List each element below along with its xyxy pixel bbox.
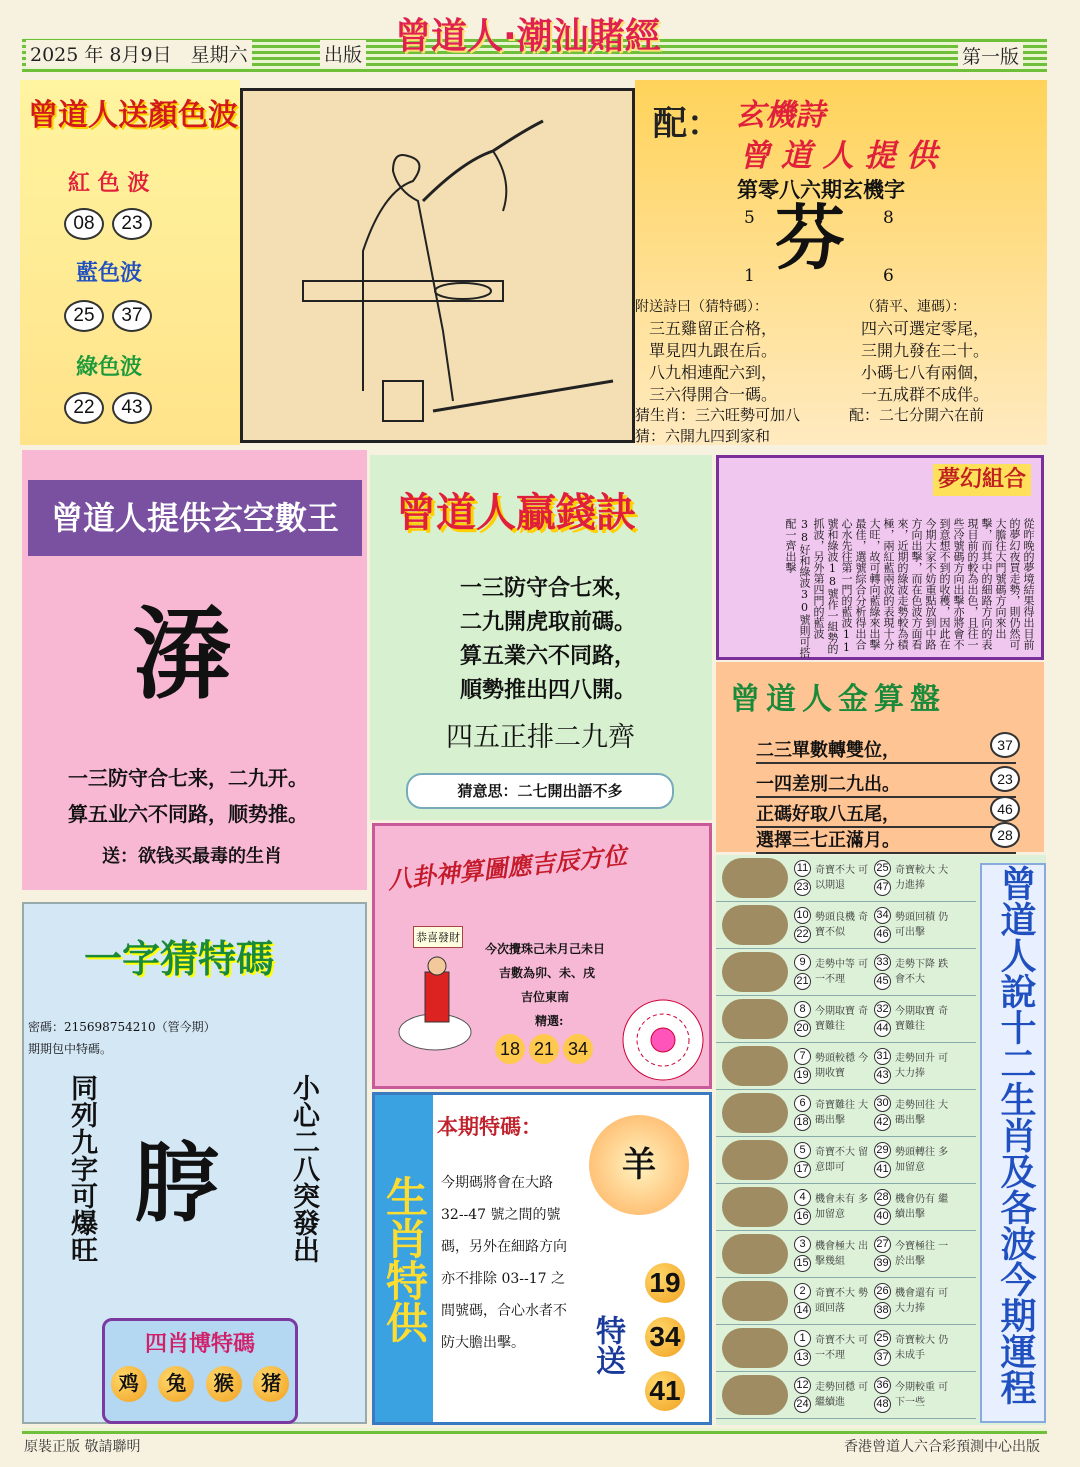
special-text: 今期碼將會在大路 32--47 號之間的號碼，另外在細路方向亦不排除 03--17 之間號碼，合心水者不防大膽出擊。 bbox=[441, 1175, 567, 1351]
guess-line: 猜：六開九四到家和 bbox=[635, 427, 771, 445]
xuankong-line: 算五业六不同路，顺势推。 bbox=[68, 802, 308, 826]
poem-left-title: 附送詩曰（猜特碼）： bbox=[635, 299, 768, 315]
zodiac-nums-b bbox=[874, 906, 891, 944]
xuanji-char: 芬 bbox=[775, 197, 845, 279]
zodiac-nums-a bbox=[794, 1047, 811, 1085]
poem-line: 一五成群不成伴。 bbox=[861, 385, 990, 404]
bagua-line: 今次攪珠己未月己未日 bbox=[485, 942, 606, 956]
jinsuan-title: 曾道人金算盤 bbox=[730, 682, 946, 717]
num-ball: 17 bbox=[794, 1161, 811, 1178]
zodiac-nums-b bbox=[874, 1047, 891, 1085]
num-ball: 15 bbox=[794, 1255, 811, 1272]
num-ball: 19 bbox=[794, 1067, 811, 1084]
zodiac-row bbox=[716, 1184, 976, 1231]
menghuan-title: 夢幻組合 bbox=[933, 464, 1031, 496]
zodiac-note: 今期較重 可下一些 bbox=[895, 1382, 949, 1408]
blue-wave-nums bbox=[64, 300, 160, 332]
zodiac-note: 勢頭轉往 多加留意 bbox=[895, 1147, 949, 1173]
zodiac-nums-b bbox=[874, 1282, 891, 1320]
num-ball: 43 bbox=[874, 1067, 891, 1084]
num-ball: 39 bbox=[874, 1255, 891, 1272]
bagua-panel bbox=[372, 823, 712, 1089]
jinsuan-text: 二三單數轉雙位， bbox=[756, 740, 900, 761]
page-number: 第一版 bbox=[958, 42, 1023, 69]
bagua-title: 八卦神算圖應吉辰方位 bbox=[386, 841, 629, 895]
num-ball: 40 bbox=[874, 1208, 891, 1225]
zodiac-row bbox=[716, 902, 976, 949]
num-ball: 37 bbox=[112, 300, 152, 332]
jinsuan-text: 正碼好取八五尾， bbox=[756, 804, 900, 825]
zodiac-title: 曾道人說十二生肖及各波今期運程 bbox=[980, 863, 1046, 1423]
yizi-sub: 期期包中特碼。 bbox=[28, 1042, 113, 1056]
lady-drawing-icon bbox=[243, 91, 632, 440]
ink-illustration bbox=[240, 88, 635, 443]
zodiac-note: 奇寶較大 仍未成手 bbox=[895, 1335, 949, 1361]
zodiac-animal-icon bbox=[722, 999, 788, 1039]
num-ball: 31 bbox=[874, 1048, 891, 1065]
num-ball: 21 bbox=[794, 973, 811, 990]
zodiac-animal-icon bbox=[722, 905, 788, 945]
zodiac-nums-a bbox=[794, 859, 811, 897]
num-ball: 10 bbox=[794, 907, 811, 924]
zodiac-nums-a bbox=[794, 906, 811, 944]
num-ball: 46 bbox=[874, 926, 891, 943]
zodiac-note: 奇寶難往 大碼出擊 bbox=[815, 1100, 869, 1126]
win-line: 二九開虎取前碼。 bbox=[460, 610, 637, 635]
bagua-label: 精選: bbox=[535, 1014, 564, 1028]
num-ball: 26 bbox=[874, 1283, 891, 1300]
zodiac-rows bbox=[716, 855, 976, 1419]
zodiac-note: 機會仍有 繼續出擊 bbox=[895, 1194, 949, 1220]
poem-line: 八九相連配六到， bbox=[649, 363, 778, 382]
zodiac-note: 機會未有 多加留意 bbox=[815, 1194, 869, 1220]
xuankong-title: 曾道人提供玄空數王 bbox=[28, 480, 362, 556]
zodiac-nums-a bbox=[794, 1188, 811, 1226]
num-ball: 4 bbox=[794, 1189, 811, 1206]
corner-num: 6 bbox=[883, 266, 894, 286]
poem-left bbox=[649, 318, 777, 406]
num-ball: 34 bbox=[645, 1317, 685, 1357]
win-line: 一三防守合七來， bbox=[460, 576, 637, 601]
num-ball: 12 bbox=[794, 1377, 811, 1394]
color-wave-panel bbox=[20, 80, 240, 445]
win-line: 算五業六不同路， bbox=[460, 644, 637, 669]
num-ball: 11 bbox=[794, 860, 811, 877]
zodiac-note: 今寶極往 一於出擊 bbox=[895, 1241, 949, 1267]
num-ball: 22 bbox=[64, 392, 104, 424]
xuankong-line: 一三防守合七来，二九开。 bbox=[68, 766, 308, 790]
num-ball: 32 bbox=[874, 1001, 891, 1018]
edition-word: 出版 bbox=[320, 40, 366, 67]
special-zodiac: 羊 bbox=[589, 1115, 689, 1215]
zodiac-nums-b bbox=[874, 1094, 891, 1132]
pei-line: 配：二七分開六在前 bbox=[849, 406, 985, 424]
zodiac-row bbox=[716, 1231, 976, 1278]
num-ball: 44 bbox=[874, 1020, 891, 1037]
pei-label: 配： bbox=[653, 104, 721, 144]
zodiac-nums-b bbox=[874, 1141, 891, 1179]
zodiac-nums-a bbox=[794, 1141, 811, 1179]
num-ball: 37 bbox=[990, 732, 1020, 758]
color-wave-title: 曾道人送顏色波 bbox=[28, 98, 238, 133]
jinsuan-text: 一四差別二九出。 bbox=[756, 774, 900, 795]
zodiac-ball: 兔 bbox=[158, 1366, 194, 1402]
red-wave-label: 紅 色 波 bbox=[68, 171, 150, 196]
four-box bbox=[102, 1318, 298, 1424]
num-ball: 25 bbox=[874, 860, 891, 877]
green-wave-label: 綠色波 bbox=[76, 355, 143, 380]
num-ball: 30 bbox=[874, 1095, 891, 1112]
zodiac-animal-icon bbox=[722, 952, 788, 992]
zodiac-nums-a bbox=[794, 1376, 811, 1414]
zodiac-animal-icon bbox=[722, 1093, 788, 1133]
zodiac-note: 勢頭較穩 今期收寶 bbox=[815, 1053, 869, 1079]
num-ball: 28 bbox=[990, 822, 1020, 848]
poem-line: 三六得開合一碼。 bbox=[649, 385, 778, 404]
menghuan-panel bbox=[716, 455, 1044, 660]
zodiac-animal-icon bbox=[722, 1234, 788, 1274]
num-ball: 34 bbox=[874, 907, 891, 924]
num-ball: 25 bbox=[64, 300, 104, 332]
xuankong-send: 送：欲钱买最毒的生肖 bbox=[102, 846, 282, 867]
zodiac-nums-b bbox=[874, 1376, 891, 1414]
gate-sign: 恭喜發財 bbox=[413, 926, 463, 948]
zodiac-note: 機會極大 出擊幾組 bbox=[815, 1241, 869, 1267]
num-ball: 28 bbox=[874, 1189, 891, 1206]
zodiac-nums-a bbox=[794, 1329, 811, 1367]
zodiac-animal-icon bbox=[722, 1375, 788, 1415]
num-ball: 16 bbox=[794, 1208, 811, 1225]
zodiac-animal-icon bbox=[722, 1187, 788, 1227]
zodiac-note: 勢頭回積 仍可出擊 bbox=[895, 912, 949, 938]
num-ball: 33 bbox=[874, 954, 891, 971]
zodiac-note: 奇寶不大 勢頭回落 bbox=[815, 1288, 869, 1314]
zodiac-nums-a bbox=[794, 1235, 811, 1273]
num-ball: 1 bbox=[794, 1330, 811, 1347]
zodiac-row bbox=[716, 1090, 976, 1137]
xuanji-provider: 曾 道 人 提 供 bbox=[739, 138, 938, 174]
zodiac-row bbox=[716, 1278, 976, 1325]
num-ball: 19 bbox=[645, 1263, 685, 1303]
win-panel bbox=[370, 455, 712, 820]
special-nums bbox=[645, 1263, 691, 1411]
win-line: 順勢推出四八開。 bbox=[460, 678, 637, 703]
zodiac-nums-b bbox=[874, 1000, 891, 1038]
yizi-panel bbox=[22, 902, 367, 1424]
zodiac-ball: 鸡 bbox=[111, 1366, 147, 1402]
zodiac-note: 奇寶不大 可以期退 bbox=[815, 865, 869, 891]
four-title: 四肖博特碼 bbox=[144, 1332, 255, 1357]
footer-bar bbox=[22, 1428, 1047, 1434]
zodiac-ball: 猪 bbox=[253, 1366, 289, 1402]
xuanji-panel bbox=[635, 80, 1047, 445]
win-extra: 四五正排二九齊 bbox=[446, 722, 635, 753]
num-ball: 6 bbox=[794, 1095, 811, 1112]
zodiac-animal-icon bbox=[722, 858, 788, 898]
num-ball: 47 bbox=[874, 879, 891, 896]
poem-line: 單見四九跟在后。 bbox=[649, 341, 778, 360]
yizi-char: 脝 bbox=[134, 1134, 220, 1234]
num-ball: 37 bbox=[874, 1349, 891, 1366]
win-guess: 猜意思：二七開出語不多 bbox=[406, 773, 674, 809]
num-ball: 24 bbox=[794, 1396, 811, 1413]
zodiac-nums-b bbox=[874, 953, 891, 991]
xuankong-panel bbox=[22, 450, 367, 890]
yizi-code: 密碼：215698754210（管今期） bbox=[28, 1020, 216, 1034]
yizi-right: 小心二八突發出 bbox=[288, 1074, 319, 1263]
zodiac-note: 走勢下降 跌會不大 bbox=[895, 959, 949, 985]
poem-line: 三五雞留正合格， bbox=[649, 319, 778, 338]
zodiac-note: 奇寶較大 大力進捧 bbox=[895, 865, 949, 891]
warrior-icon bbox=[395, 952, 485, 1062]
zodiac-note: 奇寶不大 可一不理 bbox=[815, 1335, 869, 1361]
zodiac-nums-b bbox=[874, 1235, 891, 1273]
zodiac-row bbox=[716, 949, 976, 996]
guess-zodiac: 猜生肖：三六旺勢可加八 bbox=[635, 406, 801, 424]
jinsuan-row bbox=[756, 736, 1016, 764]
zodiac-row bbox=[716, 855, 976, 902]
num-ball: 34 bbox=[563, 1034, 593, 1064]
poem-right bbox=[861, 318, 989, 406]
num-ball: 08 bbox=[64, 208, 104, 240]
bagua-icon bbox=[621, 998, 705, 1082]
num-ball: 18 bbox=[794, 1114, 811, 1131]
num-ball: 5 bbox=[794, 1142, 811, 1159]
zodiac-note: 走勢回升 可大力捧 bbox=[895, 1053, 949, 1079]
issue-label: 第零八六期玄機字 bbox=[737, 178, 905, 202]
zodiac-note: 今期取寶 奇寶難往 bbox=[815, 1006, 869, 1032]
num-ball: 2 bbox=[794, 1283, 811, 1300]
zodiac-note: 走勢回穩 可繼續進 bbox=[815, 1382, 869, 1408]
num-ball: 38 bbox=[874, 1302, 891, 1319]
four-zodiacs bbox=[105, 1366, 295, 1402]
num-ball: 41 bbox=[874, 1161, 891, 1178]
zodiac-row bbox=[716, 996, 976, 1043]
poem-line: 小碼七八有兩個， bbox=[861, 363, 990, 382]
bagua-nums bbox=[493, 1034, 595, 1064]
num-ball: 42 bbox=[874, 1114, 891, 1131]
jinsuan-panel bbox=[716, 662, 1044, 852]
corner-num: 1 bbox=[744, 266, 755, 286]
num-ball: 23 bbox=[112, 208, 152, 240]
num-ball: 46 bbox=[990, 796, 1020, 822]
num-ball: 45 bbox=[874, 973, 891, 990]
zodiac-note: 走勢中等 可一不理 bbox=[815, 959, 869, 985]
zodiac-animal-icon bbox=[722, 1328, 788, 1368]
zodiac-nums-a bbox=[794, 1000, 811, 1038]
num-ball: 14 bbox=[794, 1302, 811, 1319]
poem-line: 三開九發在二十。 bbox=[861, 341, 990, 360]
red-wave-nums bbox=[64, 208, 160, 240]
footer-right: 香港曾道人六合彩預測中心出版 bbox=[844, 1439, 1040, 1455]
yizi-left: 同列九字可爆旺 bbox=[66, 1074, 97, 1263]
zodiac-note: 勢頭良機 奇寶不似 bbox=[815, 912, 869, 938]
yizi-title: 一字猜特碼 bbox=[84, 937, 275, 981]
zodiac-nums-b bbox=[874, 1188, 891, 1226]
zodiac-nums-a bbox=[794, 1094, 811, 1132]
num-ball: 29 bbox=[874, 1142, 891, 1159]
zodiac-panel bbox=[716, 855, 1046, 1425]
num-ball: 22 bbox=[794, 926, 811, 943]
jinsuan-row bbox=[756, 800, 1016, 828]
zodiac-note: 走勢回往 大碼出擊 bbox=[895, 1100, 949, 1126]
page-title: 曾道人·潮汕賭經 bbox=[395, 16, 661, 57]
zodiac-note: 今期取寶 奇寶難往 bbox=[895, 1006, 949, 1032]
zodiac-nums-a bbox=[794, 953, 811, 991]
special-side: 生肖特供 bbox=[375, 1095, 433, 1422]
corner-num: 8 bbox=[883, 208, 894, 228]
zodiac-animal-icon bbox=[722, 1140, 788, 1180]
zodiac-row bbox=[716, 1137, 976, 1184]
zodiac-row bbox=[716, 1325, 976, 1372]
date-text: 2025 年 8月9日 星期六 bbox=[26, 40, 252, 67]
zodiac-row bbox=[716, 1043, 976, 1090]
poem-line: 四六可選定零尾， bbox=[861, 319, 990, 338]
jinsuan-row bbox=[756, 770, 1016, 798]
zodiac-note: 奇寶不大 留意即可 bbox=[815, 1147, 869, 1173]
zodiac-animal-icon bbox=[722, 1281, 788, 1321]
num-ball: 13 bbox=[794, 1349, 811, 1366]
zodiac-nums-a bbox=[794, 1282, 811, 1320]
num-ball: 21 bbox=[529, 1034, 559, 1064]
num-ball: 3 bbox=[794, 1236, 811, 1253]
win-title: 曾道人贏錢訣 bbox=[396, 490, 636, 536]
xuanji-title: 玄機詩 bbox=[735, 98, 825, 133]
special-title: 本期特碼： bbox=[437, 1115, 542, 1139]
num-ball: 48 bbox=[874, 1396, 891, 1413]
num-ball: 27 bbox=[874, 1236, 891, 1253]
blue-wave-label: 藍色波 bbox=[76, 261, 143, 286]
zodiac-animal-icon bbox=[722, 1046, 788, 1086]
num-ball: 9 bbox=[794, 954, 811, 971]
num-ball: 25 bbox=[874, 1330, 891, 1347]
menghuan-text: 從昨晚的夢境結果得出目前的夢幻夜買走勢，則仍然可大膽往大門號碼方向來出擊，而其中的細路方向的表現目前的較為出色，且往一些冷號碼方向出擊亦將會不到意想不到的收穫，因此在今期大家不妨重點放到中路方向出擊，而在色波方面看來，近期的綠波走勢較為積極，兩紅藍兩波的表現十分大旺，故可轉向藍綠來出擊最佳，選號綜合分析得出合心水先往第一門的藍波11號和綠波18號作一組勢的抓波，另外第四門的藍波38好和綠波30號則可搭配一齊出擊 bbox=[784, 518, 1035, 658]
xuankong-glyph: 㴁 bbox=[132, 596, 232, 713]
num-ball: 36 bbox=[874, 1377, 891, 1394]
green-wave-nums bbox=[64, 392, 160, 424]
num-ball: 23 bbox=[794, 879, 811, 896]
num-ball: 18 bbox=[495, 1034, 525, 1064]
poem-right-title: （猜平、連碼）： bbox=[861, 299, 966, 315]
zodiac-row bbox=[716, 1372, 976, 1419]
num-ball: 8 bbox=[794, 1001, 811, 1018]
jinsuan-row bbox=[756, 826, 1016, 854]
num-ball: 23 bbox=[990, 766, 1020, 792]
footer-left: 原裝正版 敬請聯明 bbox=[24, 1439, 141, 1455]
corner-num: 5 bbox=[744, 208, 755, 228]
bagua-line: 吉數為卯、未、戌 bbox=[499, 966, 596, 980]
num-ball: 20 bbox=[794, 1020, 811, 1037]
zodiac-nums-b bbox=[874, 1329, 891, 1367]
jinsuan-text: 選擇三七正滿月。 bbox=[756, 830, 900, 851]
bagua-line: 吉位東南 bbox=[521, 990, 570, 1004]
num-ball: 7 bbox=[794, 1048, 811, 1065]
zodiac-nums-b bbox=[874, 859, 891, 897]
num-ball: 43 bbox=[112, 392, 152, 424]
zodiac-ball: 猴 bbox=[206, 1366, 242, 1402]
num-ball: 41 bbox=[645, 1371, 685, 1411]
special-panel bbox=[372, 1092, 712, 1425]
special-send: 特送 bbox=[590, 1315, 625, 1375]
zodiac-note: 機會還有 可大力捧 bbox=[895, 1288, 949, 1314]
